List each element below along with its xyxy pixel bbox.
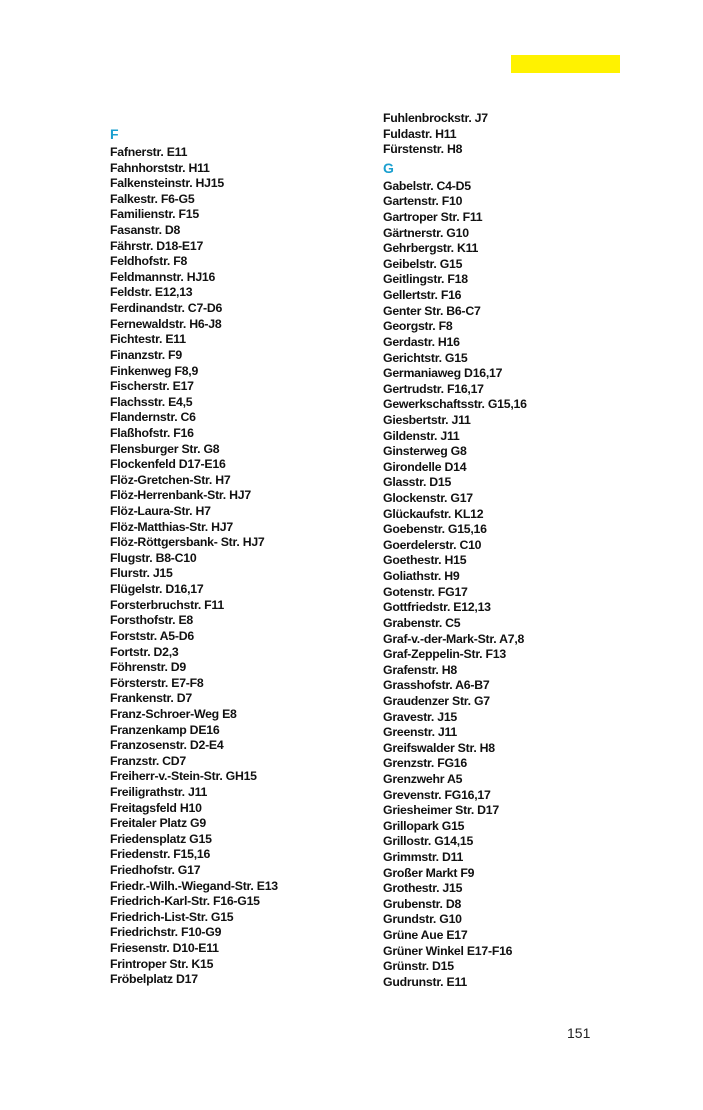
street-entry: Flandernstr. C6 xyxy=(110,410,196,425)
section-letter-g: G xyxy=(383,159,394,176)
street-entry: Grundstr. G10 xyxy=(383,912,462,927)
street-entry: Flöz-Matthias-Str. HJ7 xyxy=(110,519,233,534)
street-entry: Geitlingstr. F18 xyxy=(383,272,468,287)
street-entry: Feldmannstr. HJ16 xyxy=(110,269,216,284)
street-entry: Flöz-Röttgersbank- Str. HJ7 xyxy=(110,535,265,550)
street-entry: Forsthofstr. E8 xyxy=(110,613,194,628)
street-entry: Goerdelerstr. C10 xyxy=(383,537,482,552)
street-entry: Flensburger Str. G8 xyxy=(110,441,220,456)
street-entry: Genter Str. B6-C7 xyxy=(383,303,481,318)
street-entry: Gertrudstr. F16,17 xyxy=(383,381,484,396)
street-entry: Fortstr. D2,3 xyxy=(110,644,179,659)
street-entry: Flurstr. J15 xyxy=(110,566,173,581)
street-entry: Gottfriedstr. E12,13 xyxy=(383,600,491,615)
street-entry: Flaßhofstr. F16 xyxy=(110,425,194,440)
street-entry: Ginsterweg G8 xyxy=(383,444,467,459)
street-entry: Gotenstr. FG17 xyxy=(383,584,468,599)
street-entry: Germaniaweg D16,17 xyxy=(383,366,503,381)
street-entry: Grünstr. D15 xyxy=(383,959,454,974)
street-entry: Flöz-Laura-Str. H7 xyxy=(110,504,211,519)
street-entry: Falkestr. F6-G5 xyxy=(110,191,195,206)
street-entry: Gerichtstr. G15 xyxy=(383,350,468,365)
street-entry: Friedensplatz G15 xyxy=(110,831,212,846)
street-entry: Greenstr. J11 xyxy=(383,725,458,740)
street-entry: Fährstr. D18-E17 xyxy=(110,238,204,253)
street-entry: Flügelstr. D16,17 xyxy=(110,582,204,597)
street-entry: Fernewaldstr. H6-J8 xyxy=(110,316,222,331)
street-entry: Franzstr. CD7 xyxy=(110,753,187,768)
street-entry: Freitaler Platz G9 xyxy=(110,816,206,831)
street-entry: Grabenstr. C5 xyxy=(383,615,461,630)
street-entry: Georgstr. F8 xyxy=(383,319,453,334)
street-entry: Graudenzer Str. G7 xyxy=(383,693,490,708)
street-entry: Grenzstr. FG16 xyxy=(383,756,467,771)
street-entry: Grothestr. J15 xyxy=(383,881,463,896)
street-entry: Fischerstr. E17 xyxy=(110,379,194,394)
street-entry: Gehrbergstr. K11 xyxy=(383,241,479,256)
street-list-f xyxy=(110,145,278,988)
street-entry: Grubenstr. D8 xyxy=(383,896,462,911)
street-entry: Forststr. A5-D6 xyxy=(110,628,194,643)
street-entry: Franzosenstr. D2-E4 xyxy=(110,738,224,753)
street-entry: Frankenstr. D7 xyxy=(110,691,192,706)
street-entry: Fasanstr. D8 xyxy=(110,223,181,238)
street-entry: Fröbelplatz D17 xyxy=(110,972,198,987)
street-entry: Graf-Zeppelin-Str. F13 xyxy=(383,647,506,662)
street-entry: Försterstr. E7-F8 xyxy=(110,675,204,690)
street-entry: Friedrich-List-Str. G15 xyxy=(110,909,234,924)
street-entry: Gellertstr. F16 xyxy=(383,288,462,303)
street-list-g xyxy=(383,179,527,991)
street-entry: Grafenstr. H8 xyxy=(383,662,457,677)
street-entry: Familienstr. F15 xyxy=(110,207,199,222)
street-entry: Ferdinandstr. C7-D6 xyxy=(110,301,223,316)
street-entry: Grevenstr. FG16,17 xyxy=(383,787,491,802)
street-entry: Freiherr-v.-Stein-Str. GH15 xyxy=(110,769,257,784)
street-entry: Falkensteinstr. HJ15 xyxy=(110,176,224,191)
page-number: 151 xyxy=(567,1025,591,1041)
street-entry: Feldhofstr. F8 xyxy=(110,254,188,269)
street-entry: Franzenkamp DE16 xyxy=(110,722,220,737)
street-entry: Flöz-Herrenbank-Str. HJ7 xyxy=(110,488,251,503)
street-entry: Gartenstr. F10 xyxy=(383,194,463,209)
street-list-f-continued xyxy=(383,111,527,158)
street-entry: Fürstenstr. H8 xyxy=(383,142,463,157)
street-entry: Gravestr. J15 xyxy=(383,709,458,724)
yellow-tab-marker xyxy=(511,55,620,73)
street-entry: Grillostr. G14,15 xyxy=(383,834,474,849)
street-entry: Geibelstr. G15 xyxy=(383,256,463,271)
street-entry: Finanzstr. F9 xyxy=(110,347,182,362)
street-entry: Goebenstr. G15,16 xyxy=(383,522,487,537)
right-column xyxy=(383,111,527,991)
street-entry: Flockenfeld D17-E16 xyxy=(110,457,226,472)
street-entry: Friedrichstr. F10-G9 xyxy=(110,925,222,940)
street-entry: Giesbertstr. J11 xyxy=(383,412,471,427)
street-entry: Friedr.-Wilh.-Wiegand-Str. E13 xyxy=(110,878,278,893)
street-entry: Flöz-Gretchen-Str. H7 xyxy=(110,472,231,487)
street-entry: Grimmstr. D11 xyxy=(383,850,464,865)
street-entry: Glückaufstr. KL12 xyxy=(383,506,484,521)
street-entry: Friedenstr. F15,16 xyxy=(110,847,211,862)
street-entry: Fahnhorststr. H11 xyxy=(110,160,210,175)
street-entry: Frintroper Str. K15 xyxy=(110,956,214,971)
street-entry: Friedrich-Karl-Str. F16-G15 xyxy=(110,894,260,909)
street-entry: Forsterbruchstr. F11 xyxy=(110,597,224,612)
street-entry: Flugstr. B8-C10 xyxy=(110,550,197,565)
street-entry: Feldstr. E12,13 xyxy=(110,285,193,300)
street-entry: Fuhlenbrockstr. J7 xyxy=(383,111,488,125)
street-entry: Greifswalder Str. H8 xyxy=(383,740,495,755)
street-entry: Gartroper Str. F11 xyxy=(383,210,483,225)
street-entry: Gabelstr. C4-D5 xyxy=(383,178,471,193)
street-entry: Franz-Schroer-Weg E8 xyxy=(110,706,237,721)
section-letter-f: F xyxy=(110,126,119,142)
street-entry: Fuldastr. H11 xyxy=(383,126,457,141)
street-entry: Goethestr. H15 xyxy=(383,553,467,568)
street-entry: Gärtnerstr. G10 xyxy=(383,225,469,240)
street-entry: Fafnerstr. E11 xyxy=(110,145,188,159)
street-entry: Griesheimer Str. D17 xyxy=(383,803,499,818)
street-entry: Fichtestr. E11 xyxy=(110,332,186,347)
left-column xyxy=(110,111,278,988)
street-entry: Friesenstr. D10-E11 xyxy=(110,941,219,956)
street-entry: Gewerkschaftsstr. G15,16 xyxy=(383,397,527,412)
street-entry: Graf-v.-der-Mark-Str. A7,8 xyxy=(383,631,525,646)
street-entry: Freiligrathstr. J11 xyxy=(110,784,208,799)
street-entry: Girondelle D14 xyxy=(383,459,467,474)
street-entry: Grüner Winkel E17-F16 xyxy=(383,943,513,958)
street-entry: Großer Markt F9 xyxy=(383,865,475,880)
street-entry: Goliathstr. H9 xyxy=(383,569,460,584)
street-entry: Glockenstr. G17 xyxy=(383,491,473,506)
street-entry: Freitagsfeld H10 xyxy=(110,800,202,815)
street-entry: Grasshofstr. A6-B7 xyxy=(383,678,490,693)
street-entry: Grillopark G15 xyxy=(383,818,465,833)
street-entry: Grüne Aue E17 xyxy=(383,928,468,943)
street-entry: Gerdastr. H16 xyxy=(383,334,460,349)
street-entry: Föhrenstr. D9 xyxy=(110,660,187,675)
street-entry: Flachsstr. E4,5 xyxy=(110,394,193,409)
street-entry: Glasstr. D15 xyxy=(383,475,452,490)
street-entry: Gildenstr. J11 xyxy=(383,428,460,443)
street-entry: Finkenweg F8,9 xyxy=(110,363,199,378)
street-entry: Gudrunstr. E11 xyxy=(383,974,467,989)
street-entry: Friedhofstr. G17 xyxy=(110,863,201,878)
street-entry: Grenzwehr A5 xyxy=(383,771,463,786)
